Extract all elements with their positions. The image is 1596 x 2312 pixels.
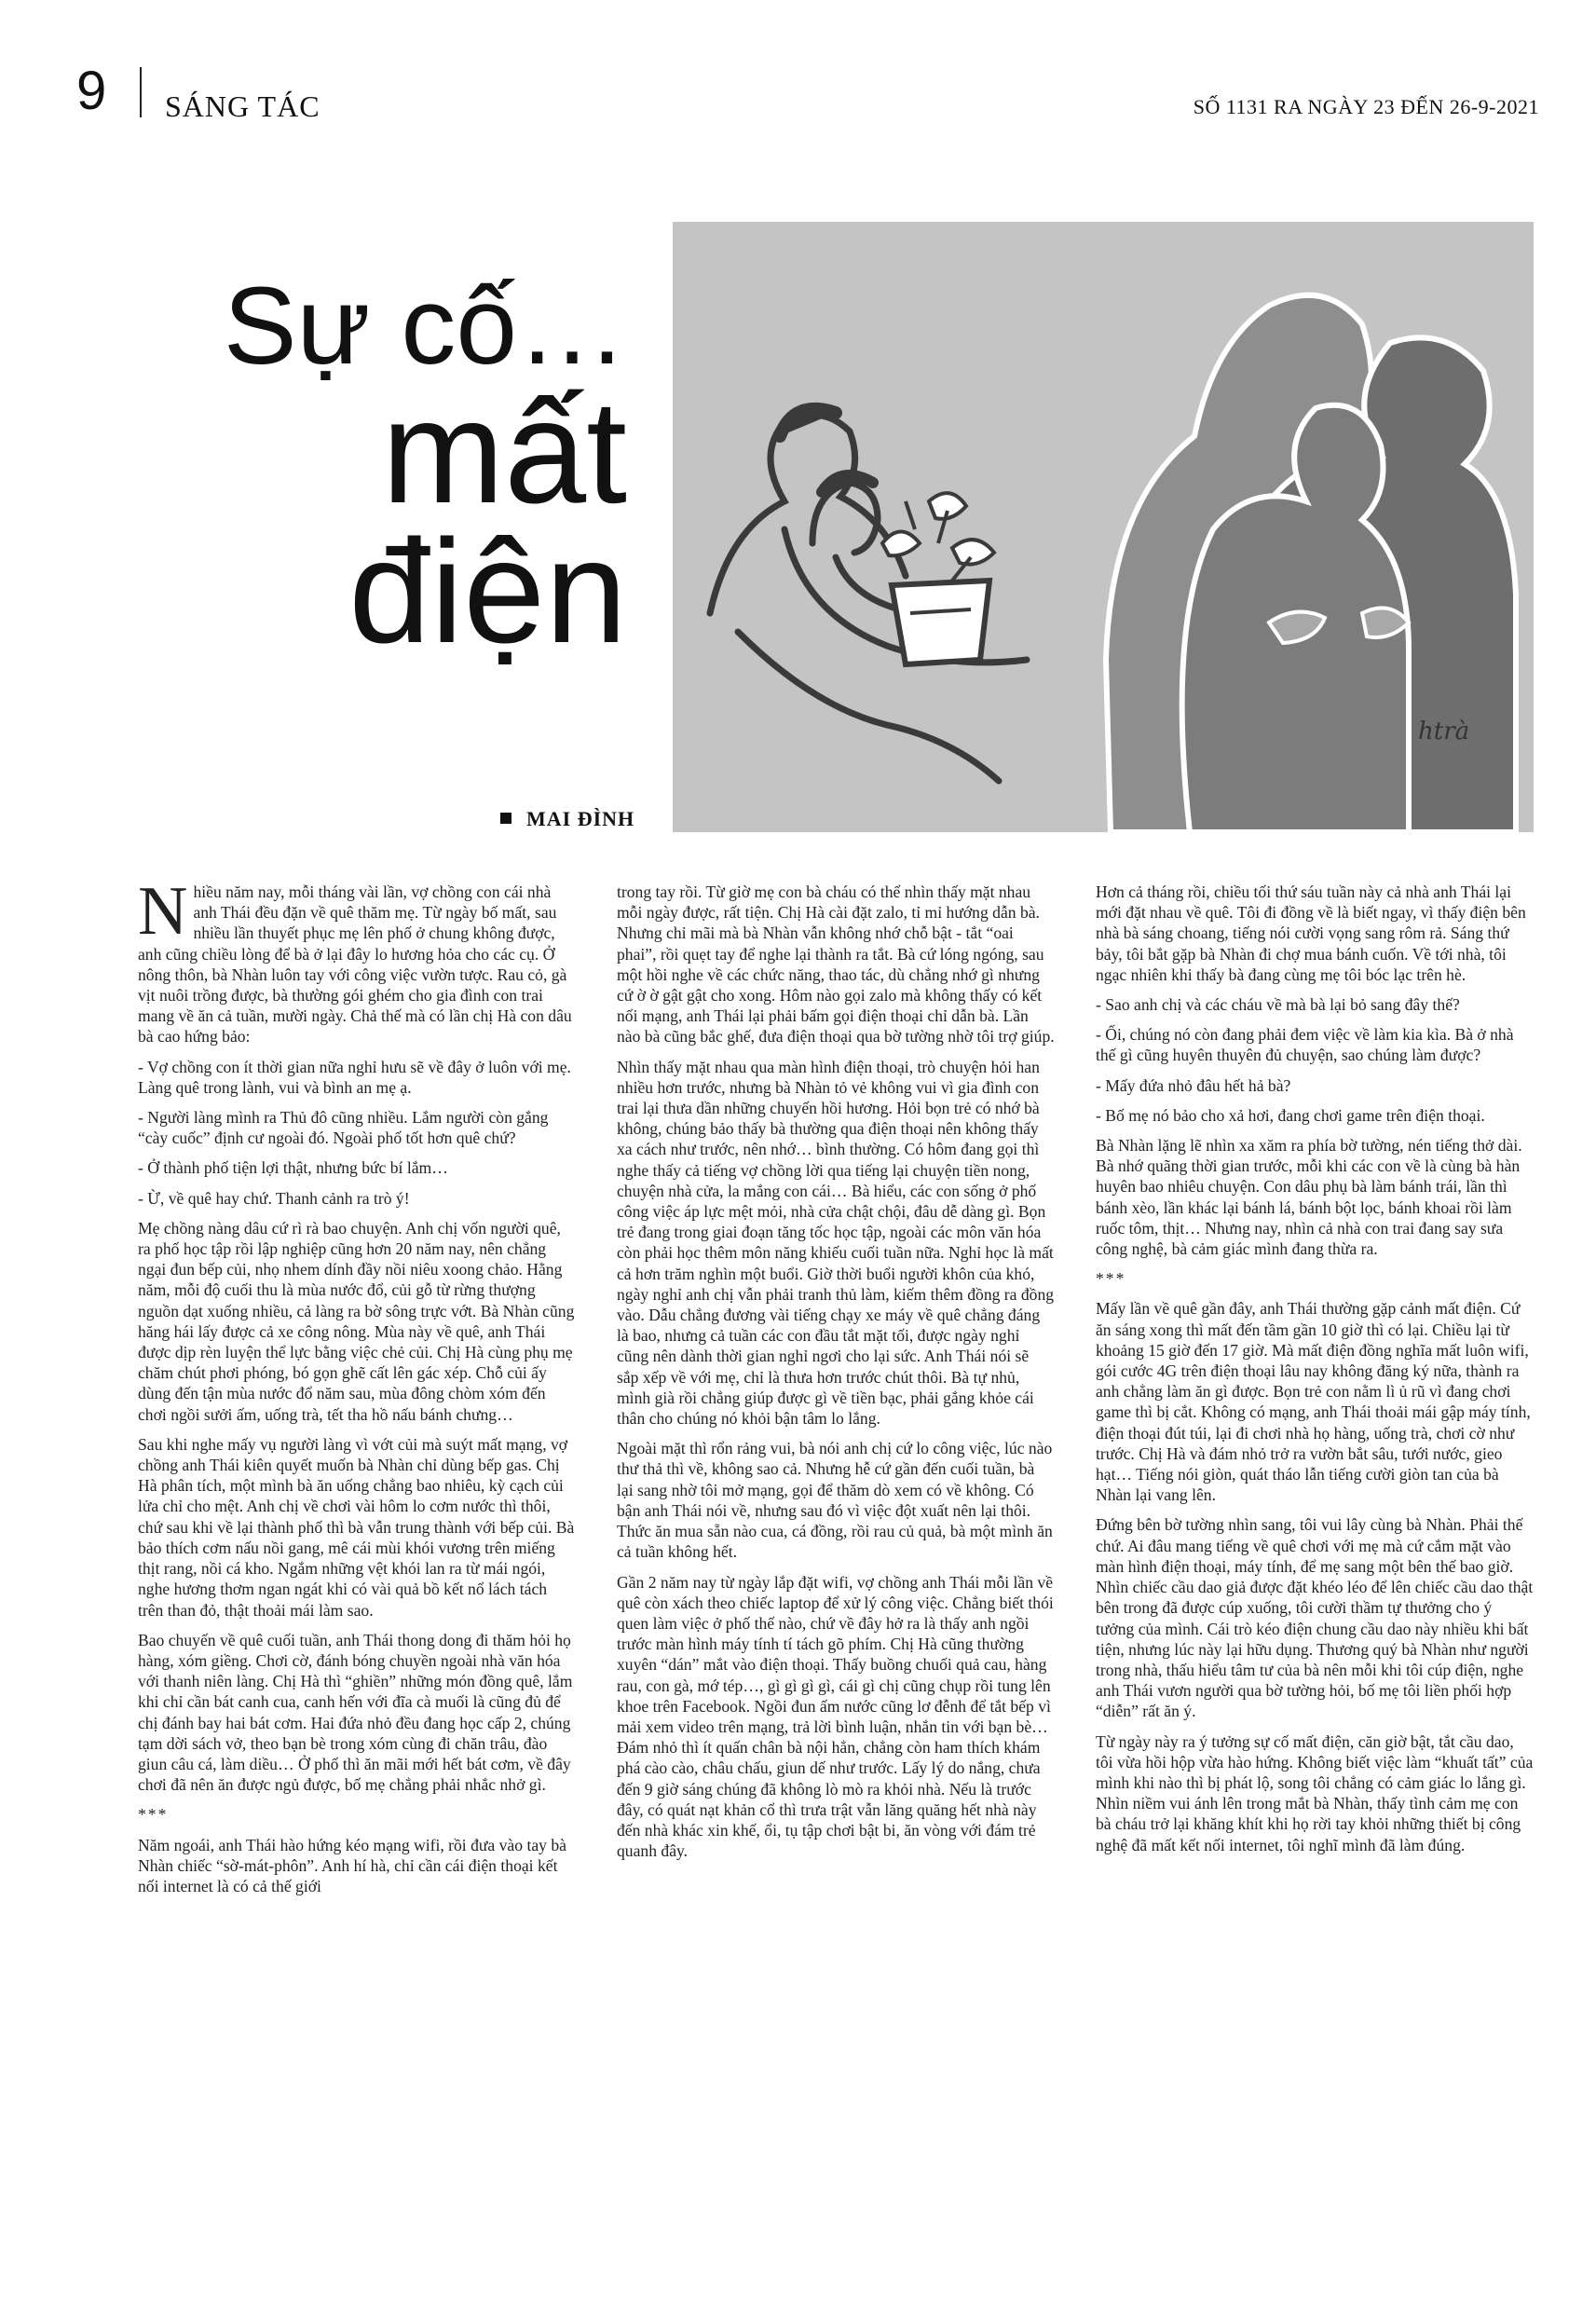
illustration-signature: htrà	[1418, 718, 1470, 746]
article-paragraph: Năm ngoái, anh Thái hào hứng kéo mạng wifi, rồi đưa vào tay bà Nhàn chiếc “sờ-mát-phôn”. Anh hí hà, chỉ cần cái điện thoại kết nối internet là có cả thế giới	[138, 1835, 566, 1895]
byline-square-icon	[500, 813, 512, 824]
section-break: ***	[1096, 1269, 1126, 1289]
article-paragraph: - Sao anh chị và các cháu về mà bà lại bỏ sang đây thế?	[1096, 995, 1460, 1015]
article-paragraph: - Ối, chúng nó còn đang phải đem việc về làm kia kìa. Bà ở nhà thế gì cũng huyên thuyên đủ chuyện, sao chúng làm được?	[1096, 1025, 1514, 1065]
article-paragraph: Gần 2 năm nay từ ngày lắp đặt wifi, vợ chồng anh Thái mỗi lần về quê còn xách theo chiếc laptop để xử lý công việc. Chẳng biết thói quen làm việc ở phố thế nào, chứ về đây hở ra là thấy anh ngồi trước màn hình máy tính tí tách gõ phím. Chị Hà cũng thường xuyên “dán” mắt vào điện thoại. Thấy buồng chuối quả cau, hàng rau, con gà, mớ tép…, gì gì gì gì, cái gì chị cũng chụp rồi tung lên khoe trên Facebook. Ngồi đun ấm nước cũng lơ đễnh để tắt bếp vì mải xem video trên mạng, trả lời bình luận, nhắn tin với bạn bè… Đám nhỏ thì ít quấn chân bà nội hẳn, chẳng còn ham thích khám phá cào cào, châu chấu, giun dế như trước. Lấy lý do nắng, chưa đến 9 giờ sáng chúng đã không lò mò ra khỏi nhà. Nếu là trước đây, có quát nạt khản cổ thì trưa trật vẫn lăng quăng hết nhà này đến nhà khác xin khế, ổi, tụ tập chơi bật bi, ăn vòng với đám trẻ quanh đây.	[617, 1572, 1054, 1861]
article-column-1	[138, 873, 576, 2279]
article-illustration	[673, 222, 1534, 832]
title-line-3: điện	[348, 510, 627, 674]
article-paragraph: Hơn cả tháng rồi, chiều tối thứ sáu tuần này cả nhà anh Thái lại mới đặt nhau về quê. Tôi đi đồng về là biết ngay, vì thấy điện bên nhà bà sáng choang, tiếng nói cười vọng sang rôm rả. Sáng thứ bảy, tôi bắt gặp bà Nhàn đi chợ mua bánh cuốn. Về tới nhà, tôi ngạc nhiên khi thấy bà đang cùng mẹ tôi bóc lạc trên hè.	[1096, 882, 1526, 984]
article-title	[223, 265, 627, 674]
title-line-1: Sự cố…	[223, 265, 627, 388]
article-column-2	[617, 882, 1055, 2279]
article-paragraph: Từ ngày này ra ý tưởng sự cố mất điện, căn giờ bật, tắt cầu dao, tôi vừa hồi hộp vừa hào hứng. Không biết việc làm “khuất tất” của mình khi nào thì bị phát lộ, song tôi chẳng có cảm giác lo lắng gì. Nhìn niềm vui ánh lên trong mắt bà Nhàn, thấy tình cảm mẹ con bà cháu trở lại khăng khít khi họ rời tay khỏi những thiết bị công nghệ đã mất kết nối internet, tôi nghĩ mình đã làm đúng.	[1096, 1731, 1534, 1854]
article-paragraph: Ngoài mặt thì rổn rảng vui, bà nói anh chị cứ lo công việc, lúc nào thư thả thì về, không sao cả. Nhưng hễ cứ gần đến cuối tuần, bà lại sang nhờ tôi mở mạng, gọi để thăm dò xem có về không. Có bận anh Thái nói về, nhưng sau đó vì việc đột xuất nên lại thôi. Thức ăn mua sẵn nào cua, cá đồng, rồi rau củ quả, bà một mình ăn cả tuần không hết.	[617, 1439, 1053, 1562]
article-column-3	[1096, 882, 1534, 2279]
section-break: ***	[138, 1805, 169, 1825]
section-name: SÁNG TÁC	[165, 89, 321, 123]
issue-info: SỐ 1131 RA NGÀY 23 ĐẾN 26-9-2021	[1193, 95, 1539, 118]
article-paragraph: - Người làng mình ra Thủ đô cũng nhiều. Lắm người còn gắng “cày cuốc” định cư ngoài đó. Ngoài phố tốt hơn quê chứ?	[138, 1108, 549, 1148]
article-paragraph: Đứng bên bờ tường nhìn sang, tôi vui lây cùng bà Nhàn. Phải thế chứ. Ai đâu mang tiếng về quê chơi với mẹ mà cứ cắm mặt vào màn hình điện thoại, máy tính, để mẹ sang một bên thế bao giờ. Nhìn chiếc cầu dao giả được đặt khéo léo để lên chiếc cầu dao thật bên trong đã được cúp xuống, tôi cười thầm tự thưởng cho ý tưởng của mình. Cái trò kéo điện chung cầu dao này nhiều khi bất tiện, nhưng lúc này lại hữu dụng. Thương quý bà Nhàn như người trong nhà, thấu hiểu tâm tư của bà nên mỗi khi tôi cúp điện, nghe anh Thái vươn người qua bờ tường hỏi, bố mẹ tôi liền phối hợp “diễn” rất ăn ý.	[1096, 1515, 1534, 1721]
article-paragraph: - Bố mẹ nó bảo cho xả hơi, đang chơi game trên điện thoại.	[1096, 1105, 1485, 1125]
title-line-2: mất	[381, 370, 627, 534]
article-paragraph: - Ừ, về quê hay chứ. Thanh cảnh ra trò ý!	[138, 1188, 410, 1208]
page-number: 9	[76, 61, 107, 121]
article-paragraph: Sau khi nghe mấy vụ người làng vì vớt củi mà suýt mất mạng, vợ chồng anh Thái kiên quyết muốn bà Nhàn chỉ dùng bếp gas. Chị Hà phân tích, một mình bà ăn uống chẳng bao nhiêu, kỳ cạch củi lửa chỉ cho mệt. Anh chị về chơi vài hôm lo cơm nước thì thôi, chứ sau khi về lại thành phố thì bà vẫn trung thành với bếp củi. Bà bảo thích cơm nấu nồi gang, mê cái mùi khói vương trên miếng thịt rang, nồi cá kho. Ngắm những vệt khói lan ra từ mái ngói, nghe hương thơm ngan ngát khi có vài quả bồ kết nổ lách tách trên than đỏ, thật thoải mái làm sao.	[138, 1434, 575, 1620]
author-name: MAI ĐÌNH	[526, 807, 635, 830]
article-paragraph: Nhìn thấy mặt nhau qua màn hình điện thoại, trò chuyện hỏi han nhiều hơn trước, nhưng bà Nhàn tỏ vẻ không vui vì gia đình con trai lại thưa dần những chuyến hồi hương. Hỏi bọn trẻ có nhớ bà không, chúng bảo thấy bà thường qua điện thoại nên không thấy xa cách như trước, nên nhớ… bình thường. Có hôm đang gọi thì nghe thấy cả tiếng vợ chồng lời qua tiếng lại chuyện tiền nong, chuyện nhà cửa, la mắng con cái… Bà hiểu, các con sống ở phố công việc áp lực mệt mỏi, nhà cửa chật chội, đâu dễ dàng gì. Bọn trẻ đang trong giai đoạn tăng tốc học tập, ngoài các môn văn hóa còn phải học thêm môn năng khiếu cuối tuần nữa. Nghỉ học là mất cả hơn trăm nghìn một buổi. Giờ thời buổi người khôn của khó, ngày nghỉ anh chị vẫn phải tranh thủ làm, kiếm thêm đồng ra đồng vào. Dẫu chẳng đương vài tiếng chạy xe máy về quê chẳng đáng là bao, nhưng cả tuần các con đầu tắt mặt tối, được ngày nghỉ cũng nên dành thời gian nghỉ ngơi cho lại sức. Anh Thái nói sẽ sắp xếp về với mẹ, chỉ là thưa hơn trước chút thôi. Bà tự nhủ, mình già rồi chẳng giúp được gì về tiền bạc, phải gắng khỏe cái thân cho chúng nó khỏi bận tâm lo lắng.	[617, 1057, 1055, 1429]
family-illustration	[673, 222, 1534, 832]
article-paragraph: Mẹ chồng nàng dâu cứ rì rà bao chuyện. Anh chị vốn người quê, ra phố học tập rồi lập nghiệp cũng hơn 20 năm nay, nên chẳng ngại đun bếp củi, nhọ nhem dính đầy nồi niêu xoong chảo. Hằng năm, mỗi độ cuối thu là mùa nước đổ, củi gỗ từ rừng thượng nguồn dạt xuống nhiều, cả làng ra bờ sông trực vớt. Bà Nhàn cũng hăng hái lấy được cả xe công nông. Mùa này về quê, anh Thái được dịp rèn luyện thể lực bằng việc chẻ củi. Chị Hà cùng phụ mẹ chăm chút phơi phóng, bó gọn ghẽ cất lên gác xép. Chỗ củi ấy dùng đến tận mùa nước đổ năm sau, mùa đông chòm xóm đến chơi ngồi sưởi ấm, uống trà, tết tha hồ nấu bánh chưng…	[138, 1218, 575, 1424]
article-paragraph: - Vợ chồng con ít thời gian nữa nghỉ hưu sẽ về đây ở luôn với mẹ. Làng quê trong lành, vui và bình an mẹ ạ.	[138, 1057, 571, 1097]
article-paragraph: trong tay rồi. Từ giờ mẹ con bà cháu có thể nhìn thấy mặt nhau mỗi ngày được, rất tiện. Chị Hà cài đặt zalo, tỉ mỉ hướng dẫn bà. Nhưng chỉ mãi mà bà Nhàn vẫn không nhớ chỗ bật - tắt “oai phai”, rồi quẹt tay để nghe lại thành ra tắt. Bà cứ lóng ngóng, sau một hồi nghe về các chức năng, thao tác, dù chẳng nhớ gì nhưng cứ ờ ờ gật gật cho xong. Hôm nào gọi zalo mà không thấy có kết nối mạng, anh Thái lại phải bấm gọi điện thoại chỉ dẫn bà. Lần nào bà cũng bắc ghế, đưa điện thoại qua bờ tường nhờ tôi trợ giúp.	[617, 882, 1055, 1047]
header-divider	[140, 67, 142, 117]
author-byline	[500, 807, 634, 831]
page-header	[76, 54, 1539, 129]
article-body	[138, 873, 1534, 2279]
article-paragraph: Bao chuyến về quê cuối tuần, anh Thái thong dong đi thăm hỏi họ hàng, xóm giềng. Chơi cờ, đánh bóng chuyền ngoài nhà văn hóa với thanh niên làng. Chị Hà thì “ghiền” những món đồng quê, lắm khi chỉ cần bát canh cua, canh hến với đĩa cà muối là cũng đủ để chị đánh bay hai bát cơm. Hai đứa nhỏ đều đang học cấp 2, chúng tạm dời sách vở, theo bạn bè trong xóm cùng đi chăn trâu, đào giun câu cá, làm diều… Ở phố thì ăn mãi mới hết bát cơm, về đây chơi đã nên ăn được ngủ được, bố mẹ chẳng phải nhắc nhở gì.	[138, 1630, 573, 1795]
article-paragraph: Mấy lần về quê gần đây, anh Thái thường gặp cảnh mất điện. Cứ ăn sáng xong thì mất đến tầm gần 10 giờ thì có lại. Chiều lại từ khoảng 15 giờ đến 17 giờ. Mà mất điện đồng nghĩa mất luôn wifi, gói cước 4G trên điện thoại lâu nay không đăng ký nữa, thành ra anh chẳng làm ăn gì được. Bọn trẻ con nằm lì ủ rũ vì đang chơi game thì bị cắt. Không có mạng, anh Thái thoải mái gập máy tính, điện thoại đút túi, lại đi chơi nhà họ hàng, uống trà, chơi cờ như trước. Chị Hà và đám nhỏ trở ra vườn bắt sâu, tưới nước, gieo hạt… Tiếng nói giòn, quát tháo lẫn tiếng cười giòn tan của bà Nhàn lại vang lên.	[1096, 1299, 1531, 1505]
article-paragraph: Nhiều năm nay, mỗi tháng vài lần, vợ chồng con cái nhà anh Thái đều đặn về quê thăm mẹ. Từ ngày bố mất, sau nhiều lần thuyết phục mẹ lên phố ở chung không được, anh cũng chiều lòng để bà ở lại đây lo hương hỏa cho các cụ. Ở nông thôn, bà Nhàn luôn tay với công việc vườn tược. Rau cỏ, gà vịt nuôi trồng được, bà thường gói ghém cho gia đình con trai mang về ăn cả tuần, mười ngày. Chả thế mà có lần chị Hà con dâu bà cao hứng bảo:	[138, 873, 572, 1047]
article-paragraph: Bà Nhàn lặng lẽ nhìn xa xăm ra phía bờ tường, nén tiếng thở dài. Bà nhớ quãng thời gian trước, mỗi khi các con về là cùng bà hàn huyên bao nhiêu chuyện. Con dâu phụ bà làm bánh trái, lần thì bánh xèo, lần khác lại bánh lá, bánh bột lọc, bánh khoai rồi làm ruốc tôm, thịt… Nhưng nay, nhìn cả nhà con trai đang say sưa công nghệ, bà cảm giác mình đang thừa ra.	[1096, 1136, 1522, 1259]
article-paragraph: - Mấy đứa nhỏ đâu hết hả bà?	[1096, 1075, 1291, 1095]
article-paragraph: - Ở thành phố tiện lợi thật, nhưng bức bí lắm…	[138, 1158, 448, 1178]
